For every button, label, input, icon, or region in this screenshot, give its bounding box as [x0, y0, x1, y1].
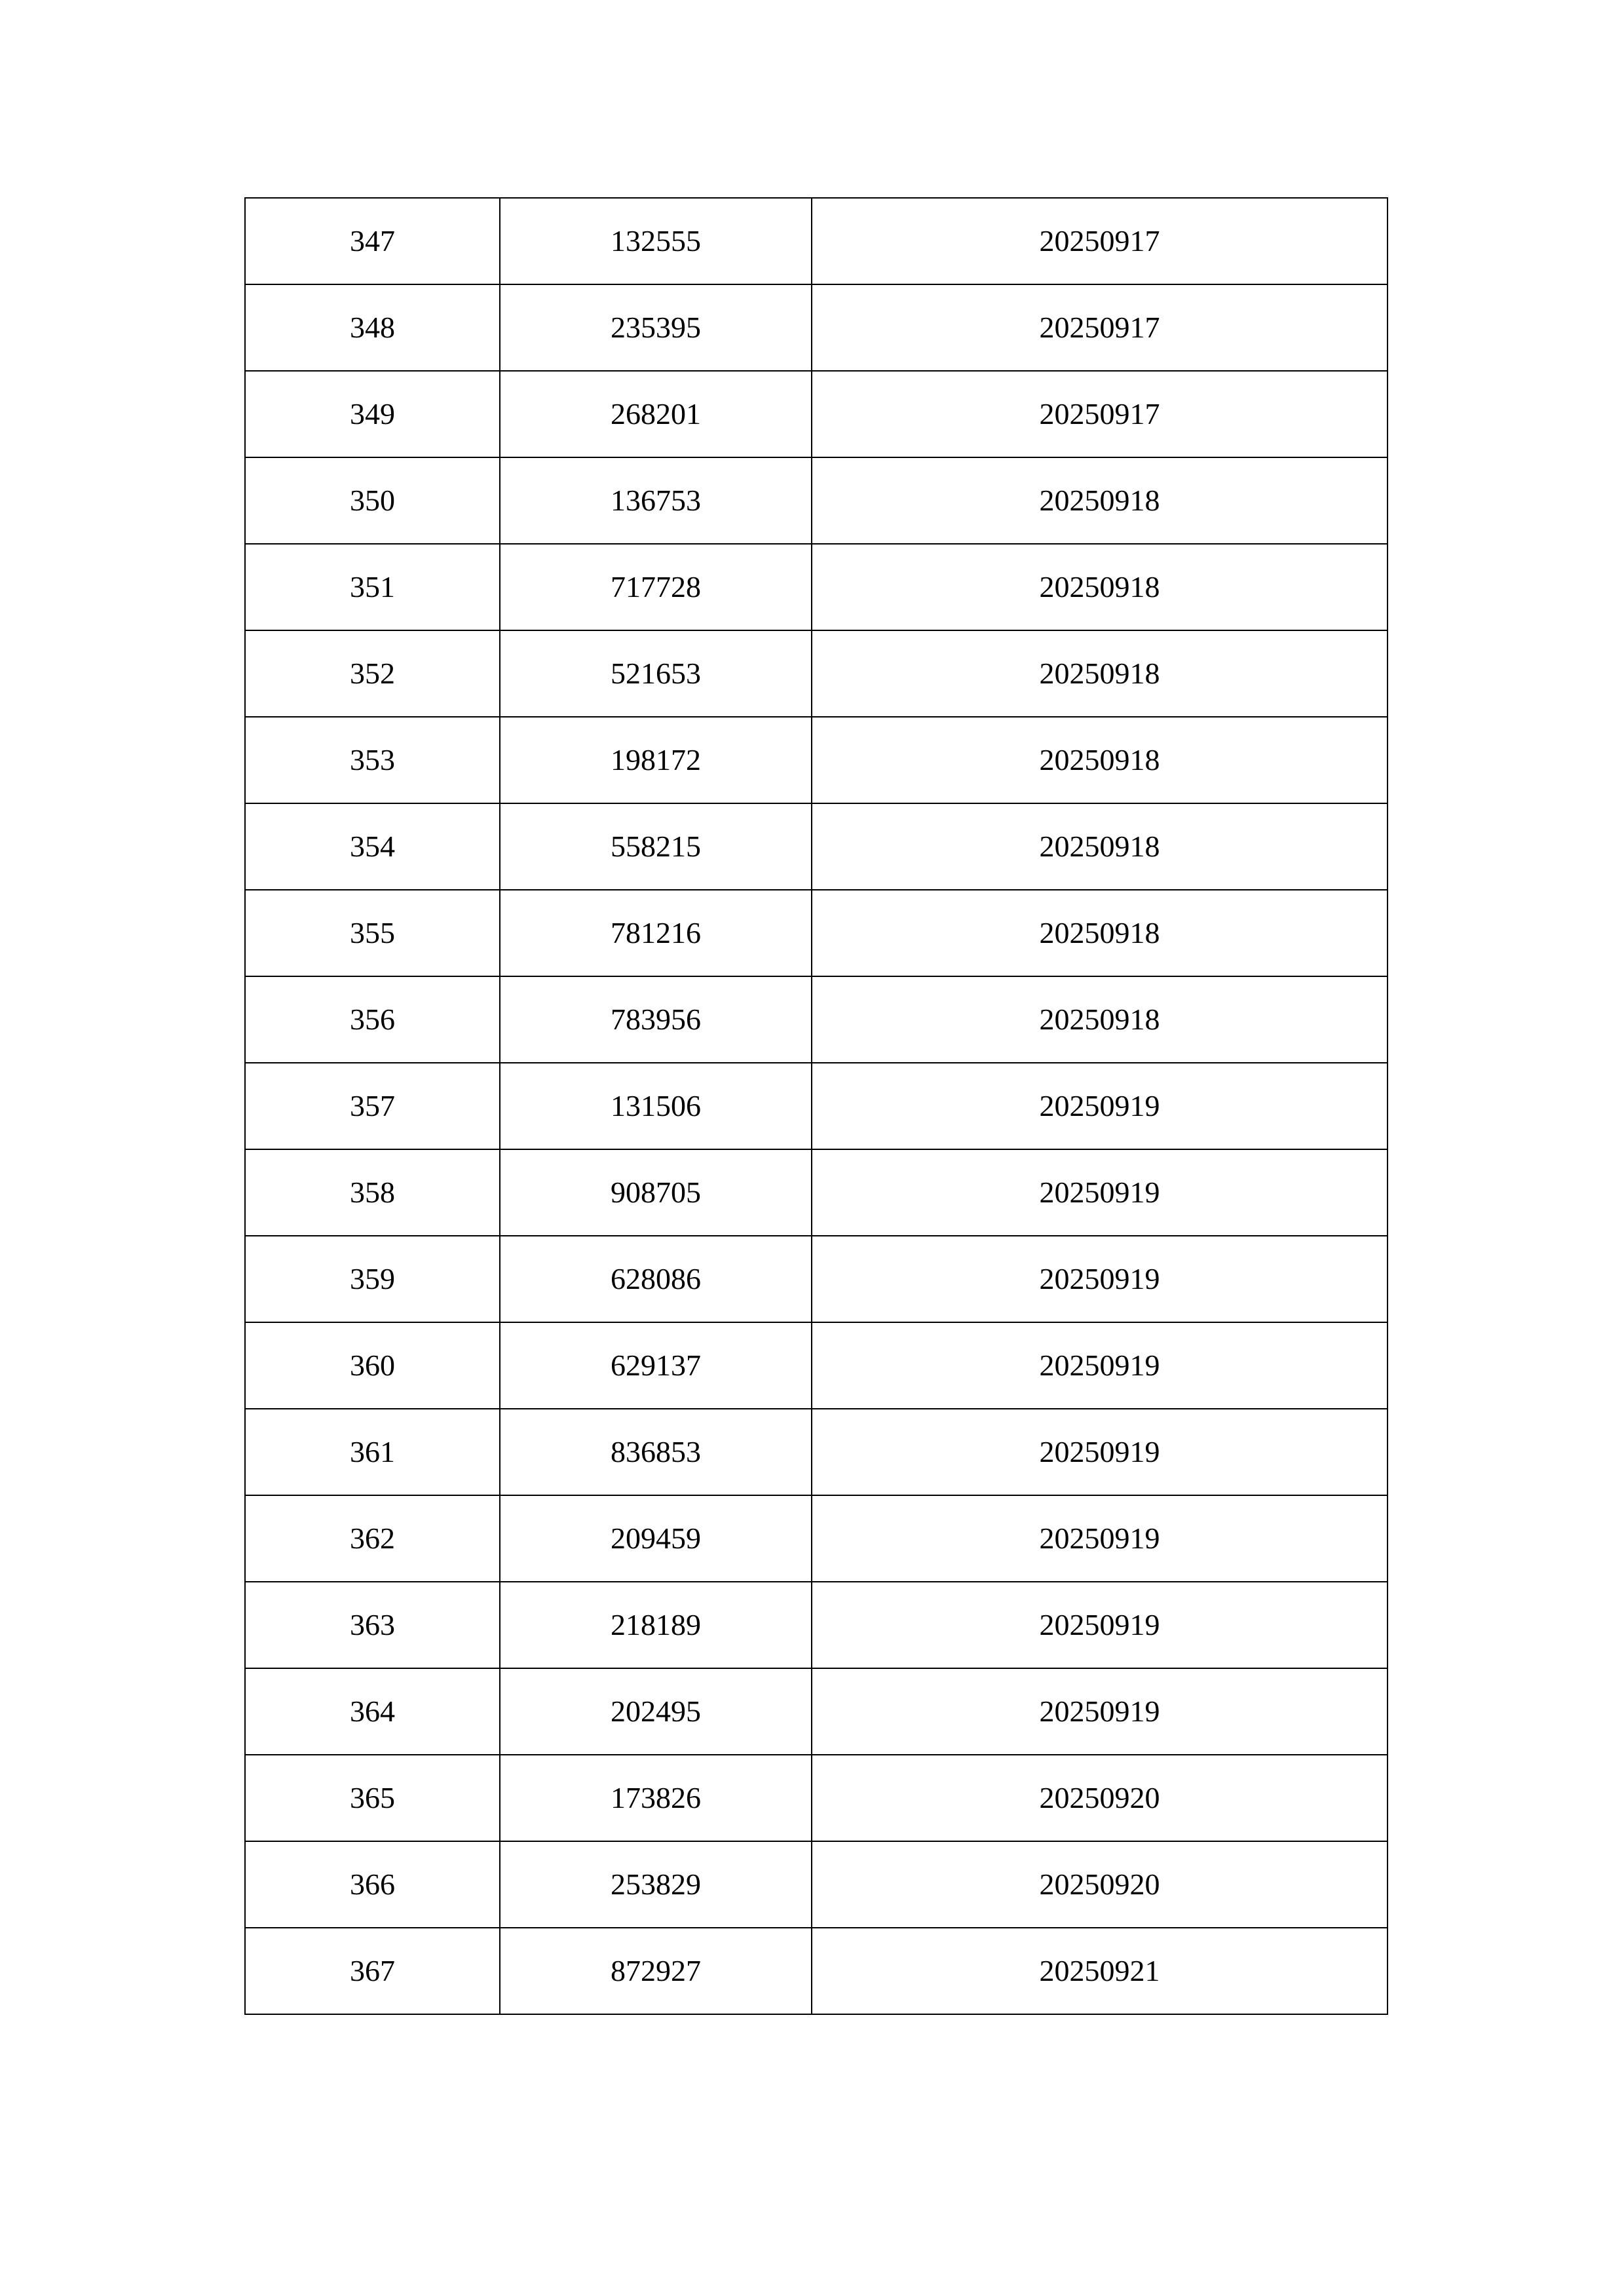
date-cell: 20250918: [812, 630, 1388, 717]
table-row: [245, 1322, 1388, 1409]
table-row: [245, 976, 1388, 1063]
code-cell: 209459: [500, 1495, 812, 1582]
data-table: [244, 197, 1388, 2015]
code-cell: 131506: [500, 1063, 812, 1149]
serial-number-cell: 355: [245, 890, 500, 976]
serial-number-cell: 354: [245, 803, 500, 890]
serial-number-cell: 365: [245, 1755, 500, 1841]
table-row: [245, 717, 1388, 803]
code-cell: 202495: [500, 1668, 812, 1755]
date-cell: 20250918: [812, 544, 1388, 630]
date-cell: 20250917: [812, 284, 1388, 371]
table-row: [245, 1149, 1388, 1236]
serial-number-cell: 353: [245, 717, 500, 803]
date-cell: 20250918: [812, 803, 1388, 890]
date-cell: 20250918: [812, 976, 1388, 1063]
date-cell: 20250918: [812, 457, 1388, 544]
date-cell: 20250919: [812, 1322, 1388, 1409]
serial-number-cell: 347: [245, 198, 500, 284]
code-cell: 198172: [500, 717, 812, 803]
date-cell: 20250918: [812, 717, 1388, 803]
code-cell: 717728: [500, 544, 812, 630]
code-cell: 253829: [500, 1841, 812, 1928]
serial-number-cell: 362: [245, 1495, 500, 1582]
code-cell: 268201: [500, 371, 812, 457]
table-row: [245, 1841, 1388, 1928]
table-row: [245, 1582, 1388, 1668]
serial-number-cell: 363: [245, 1582, 500, 1668]
table-row: [245, 1755, 1388, 1841]
serial-number-cell: 357: [245, 1063, 500, 1149]
table-row: [245, 1495, 1388, 1582]
date-cell: 20250919: [812, 1495, 1388, 1582]
serial-number-cell: 367: [245, 1928, 500, 2014]
table-row: [245, 198, 1388, 284]
code-cell: 783956: [500, 976, 812, 1063]
code-cell: 558215: [500, 803, 812, 890]
table-row: [245, 457, 1388, 544]
date-cell: 20250921: [812, 1928, 1388, 2014]
date-cell: 20250919: [812, 1668, 1388, 1755]
date-cell: 20250920: [812, 1755, 1388, 1841]
code-cell: 521653: [500, 630, 812, 717]
date-cell: 20250919: [812, 1063, 1388, 1149]
date-cell: 20250919: [812, 1236, 1388, 1322]
code-cell: 235395: [500, 284, 812, 371]
serial-number-cell: 359: [245, 1236, 500, 1322]
date-cell: 20250919: [812, 1582, 1388, 1668]
code-cell: 629137: [500, 1322, 812, 1409]
code-cell: 628086: [500, 1236, 812, 1322]
serial-number-cell: 360: [245, 1322, 500, 1409]
date-cell: 20250919: [812, 1149, 1388, 1236]
table-row: [245, 1668, 1388, 1755]
date-cell: 20250919: [812, 1409, 1388, 1495]
serial-number-cell: 348: [245, 284, 500, 371]
table-row: [245, 630, 1388, 717]
serial-number-cell: 361: [245, 1409, 500, 1495]
serial-number-cell: 350: [245, 457, 500, 544]
date-cell: 20250918: [812, 890, 1388, 976]
code-cell: 781216: [500, 890, 812, 976]
serial-number-cell: 366: [245, 1841, 500, 1928]
table-row: [245, 1236, 1388, 1322]
table-row: [245, 284, 1388, 371]
table-row: [245, 1063, 1388, 1149]
code-cell: 136753: [500, 457, 812, 544]
date-cell: 20250917: [812, 198, 1388, 284]
code-cell: 908705: [500, 1149, 812, 1236]
serial-number-cell: 351: [245, 544, 500, 630]
serial-number-cell: 358: [245, 1149, 500, 1236]
table-row: [245, 371, 1388, 457]
table-row: [245, 544, 1388, 630]
code-cell: 872927: [500, 1928, 812, 2014]
code-cell: 173826: [500, 1755, 812, 1841]
serial-number-cell: 352: [245, 630, 500, 717]
code-cell: 132555: [500, 198, 812, 284]
serial-number-cell: 356: [245, 976, 500, 1063]
code-cell: 836853: [500, 1409, 812, 1495]
serial-number-cell: 364: [245, 1668, 500, 1755]
date-cell: 20250917: [812, 371, 1388, 457]
serial-number-cell: 349: [245, 371, 500, 457]
code-cell: 218189: [500, 1582, 812, 1668]
table-row: [245, 1409, 1388, 1495]
table-row: [245, 1928, 1388, 2014]
table-row: [245, 803, 1388, 890]
table-row: [245, 890, 1388, 976]
date-cell: 20250920: [812, 1841, 1388, 1928]
